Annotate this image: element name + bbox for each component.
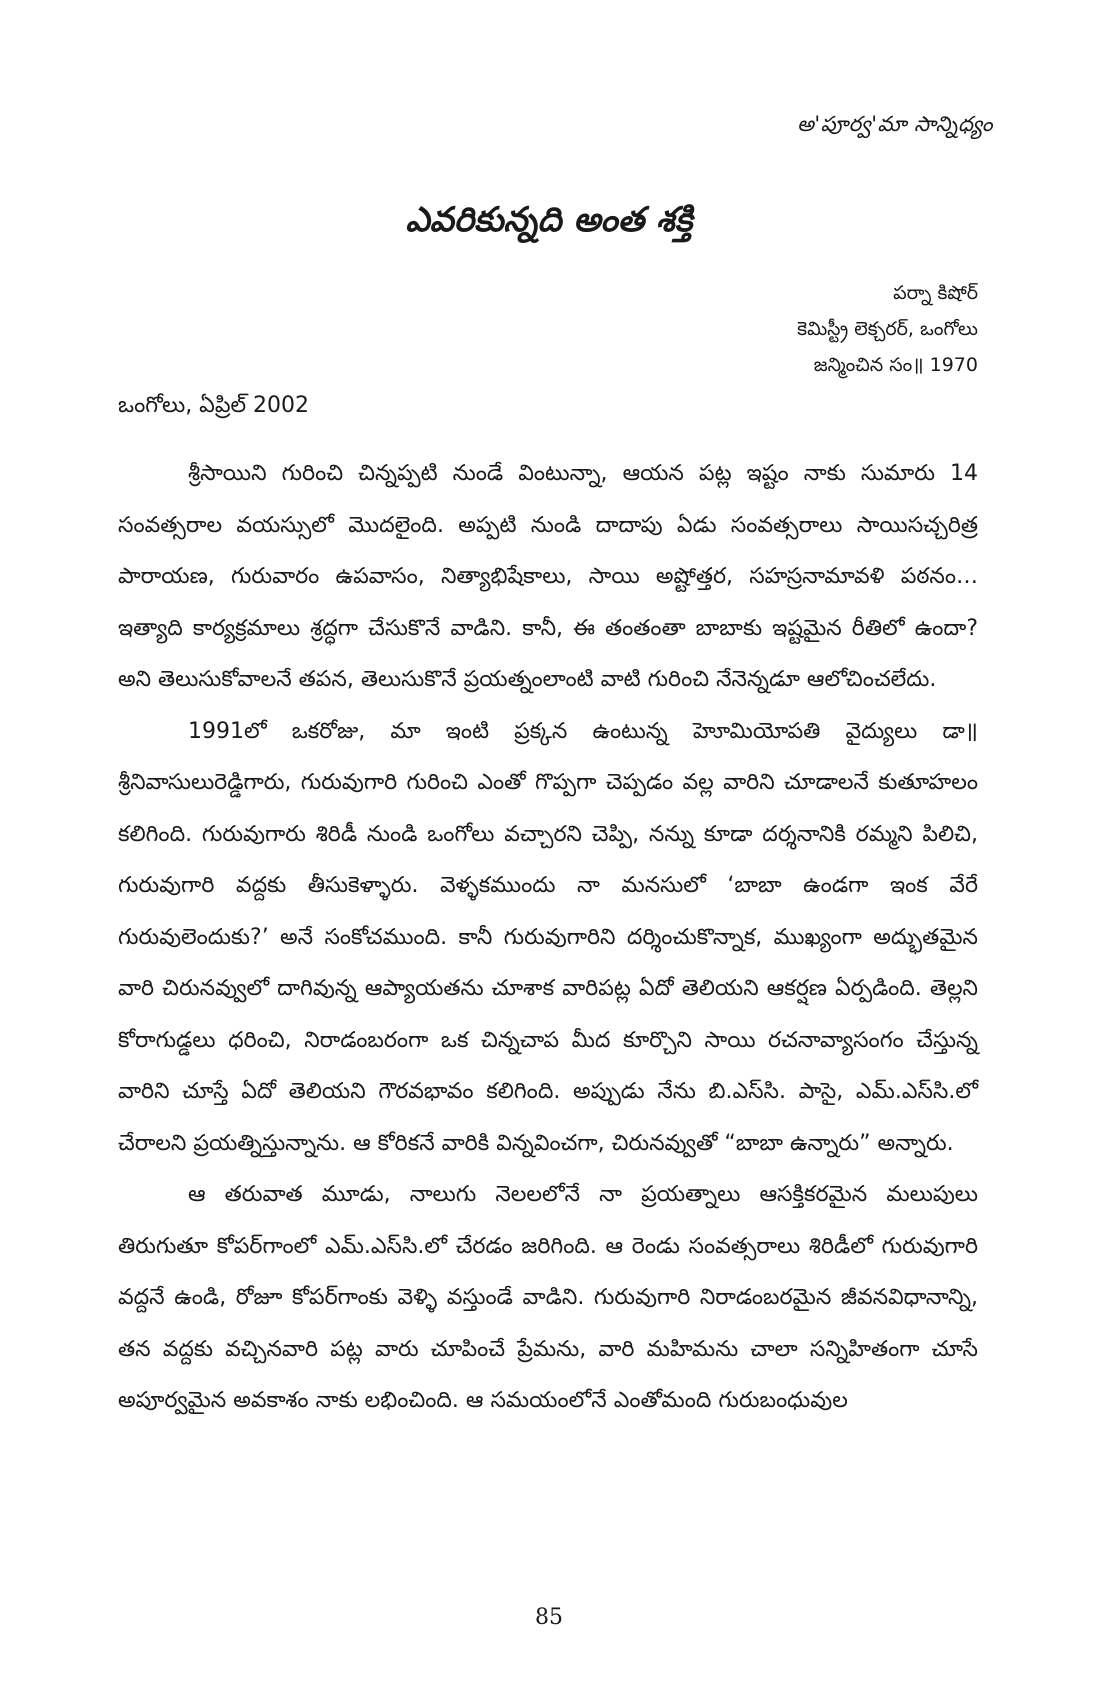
article-body	[118, 448, 978, 1427]
author-birth-year: జన్మించిన సం॥ 1970	[813, 354, 978, 376]
paragraph: 1991లో ఒకరోజు, మా ఇంటి ప్రక్కన ఉంటున్న హెూమియోపతి వైద్యులు డా॥ శ్రీనివాసులురెడ్డిగారు, గురువుగారి గురించి ఎంతో గొప్పగా చెప్పడం వల్ల వారిని చూడాలనే కుతూహలం కలిగింది. గురువుగారు శిరిడీ నుండి ఒంగోలు వచ్చారని చెప్పి, నన్ను కూడా దర్శనానికి రమ్మని పిలిచి, గురువుగారి వద్దకు తీసుకెళ్ళారు. వెళ్ళకముందు నా మనసులో ‘బాబా ఉండగా ఇంక వేరే గురువులెందుకు?’ అనే సంకోచముంది. కానీ గురువుగారిని దర్శించుకొన్నాక, ముఖ్యంగా అద్భుతమైన వారి చిరునవ్వులో దాగివున్న ఆప్యాయతను చూశాక వారిపట్ల ఏదో తెలియని ఆకర్షణ ఏర్పడింది. తెల్లని కోరాగుడ్డలు ధరించి, నిరాడంబరంగా ఒక చిన్నచాప మీద కూర్చొని సాయి రచనావ్యాసంగం చేస్తున్న వారిని చూస్తే ఏదో తెలియని గౌరవభావం కలిగింది. అప్పుడు నేను బి.ఎస్‌సి. పాసై, ఎమ్.ఎస్‌సి.లో చేరాలని ప్రయత్నిస్తున్నాను. ఆ కోరికనే వారికి విన్నవించగా, చిరునవ్వుతో “బాబా ఉన్నారు” అన్నారు.	[118, 718, 978, 1156]
running-head: అ'పూర్వ'మా సాన్నిధ్యం	[797, 112, 993, 136]
author-designation: కెమిస్ట్రీ లెక్చరర్, ఒంగోలు	[797, 318, 978, 340]
dateline: ఒంగోలు, ఏప్రిల్ 2002	[118, 393, 310, 418]
page-number: 85	[535, 1605, 563, 1630]
article-title: ఎవరికున్నది అంత శక్తి	[405, 200, 693, 240]
paragraph: ఆ తరువాత మూడు, నాలుగు నెలలలోనే నా ప్రయత్నాలు ఆసక్తికరమైన మలుపులు తిరుగుతూ కోపర్‌గాంలో ఎమ్.ఎస్‌సి.లో చేరడం జరిగింది. ఆ రెండు సంవత్సరాలు శిరిడీలో గురువుగారి వద్దనే ఉండి, రోజూ కోపర్‌గాంకు వెళ్ళి వస్తుండే వాడిని. గురువుగారి నిరాడంబరమైన జీవనవిధానాన్ని, తన వద్దకు వచ్చినవారి పట్ల వారు చూపించే ప్రేమను, వారి మహిమను చాలా సన్నిహితంగా చూసే అపూర్వమైన అవకాశం నాకు లభించింది. ఆ సమయంలోనే ఎంతోమంది గురుబంధువుల	[118, 1182, 978, 1413]
author-name: పర్నా కిషోర్	[893, 282, 978, 304]
author-byline	[797, 275, 978, 383]
paragraph: శ్రీసాయిని గురించి చిన్నప్పటి నుండే వింటున్నా, ఆయన పట్ల ఇష్టం నాకు సుమారు 14 సంవత్సరాల వయస్సులో మొదలైంది. అప్పటి నుండి దాదాపు ఏడు సంవత్సరాలు సాయిసచ్చరిత్ర పారాయణ, గురువారం ఉపవాసం, నిత్యాభిషేకాలు, సాయి అష్టోత్తర, సహస్రనామావళి పఠనం… ఇత్యాది కార్యక్రమాలు శ్రద్ధగా చేసుకొనే వాడిని. కానీ, ఈ తంతంతా బాబాకు ఇష్టమైన రీతిలో ఉందా? అని తెలుసుకోవాలనే తపన, తెలుసుకొనే ప్రయత్నంలాంటి వాటి గురించి నేనెన్నడూ ఆలోచించలేదు.	[118, 461, 978, 692]
